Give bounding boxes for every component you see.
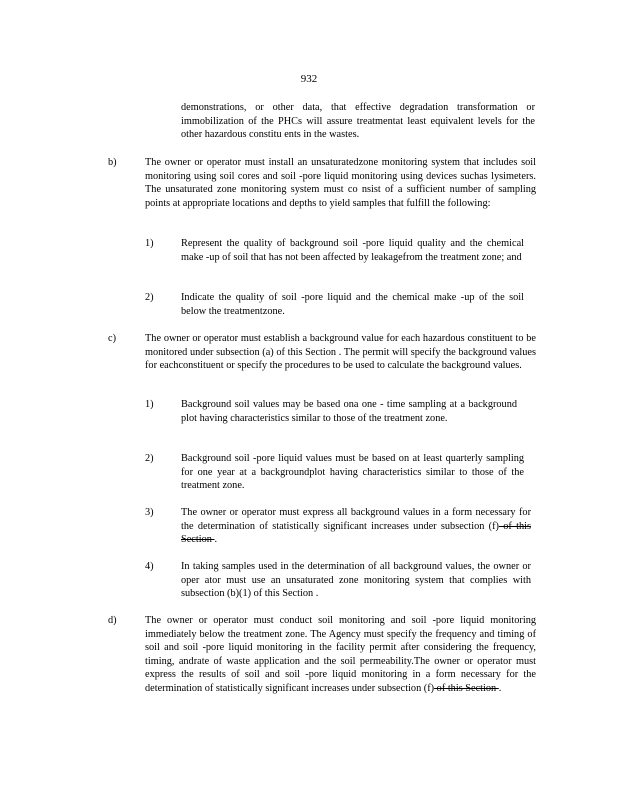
section-c-label: c) (108, 333, 116, 344)
section-d-body: The owner or operator must conduct soil monitoring and soil -pore liquid monitoring immediately below the treatment zone. The Agency must specify the frequency and timing of soil and soil -pore liquid monitoring in the facility permit after considering the frequency, timing, andrate of waste application and the soil permeability.The owner or operator must express the results of soil and soil -pore liquid monitoring in a form necessary for the determination of statistically significant increases under subsection (f) (145, 615, 536, 694)
section-b-item-2-label: 2) (145, 292, 154, 303)
section-c-item-2-label: 2) (145, 453, 154, 464)
section-c-item-4-text: In taking samples used in the determination of all background values, the owner or oper ator must use an unsaturated zone monitoring system that complies with subsection (b)(1) of this Section . (181, 561, 531, 600)
section-d-label: d) (108, 615, 117, 626)
section-c-item-1-text: Background soil values may be based ona one - time sampling at a background plot having characteristics similar to those of the treatment zone. (181, 399, 517, 424)
section-b-item-2-text: Indicate the quality of soil -pore liquid and the chemical make -up of the soil below the treatmentzone. (181, 292, 524, 317)
section-d-after: . (498, 682, 502, 694)
section-c-text: The owner or operator must establish a background value for each hazardous constituent to be monitored under subsection (a) of this Section . The permit will specify the background values for eachconstituent or specify the procedures to be used to calculate the background values. (145, 333, 536, 372)
section-c-item-3-after: . (214, 534, 218, 546)
section-d-struck: of this Section (434, 682, 499, 694)
continuation-paragraph: demonstrations, or other data, that effective degradation transformation or immobilization of the PHCs will assure treatmentat least equivalent levels for the other hazardous constitu ents in the wastes. (181, 102, 535, 141)
section-c-item-3-text (181, 506, 531, 547)
section-c-item-3-label: 3) (145, 507, 154, 518)
page-number: 932 (300, 73, 318, 85)
section-d-text (145, 614, 536, 696)
section-b-item-1-label: 1) (145, 238, 154, 249)
section-c-item-2-text: Background soil -pore liquid values must be based on at least quarterly sampling for one year at a backgroundplot having characteristics similar to those of the treatment zone. (181, 453, 524, 492)
section-c-item-1-label: 1) (145, 399, 154, 410)
section-b-item-1-text: Represent the quality of background soil -pore liquid quality and the chemical make -up of soil that has not been affected by leakagefrom the treatment zone; and (181, 238, 524, 263)
section-b-text: The owner or operator must install an unsaturatedzone monitoring system that includes soil monitoring using soil cores and soil -pore liquid monitoring using devices suchas lysimeters. The unsaturated zone monitoring system must co nsist of a sufficient number of sampling points at appropriate locations and depths to yield samples that fulfill the following: (145, 157, 536, 209)
section-c-item-3-struck: of this Section (181, 520, 531, 546)
section-c-item-3-body: The owner or operator must express all background values in a form necessary for the determination of statistically significant increases under subsection (f) (181, 507, 531, 532)
section-b-label: b) (108, 157, 117, 168)
section-c-item-4-label: 4) (145, 561, 154, 572)
